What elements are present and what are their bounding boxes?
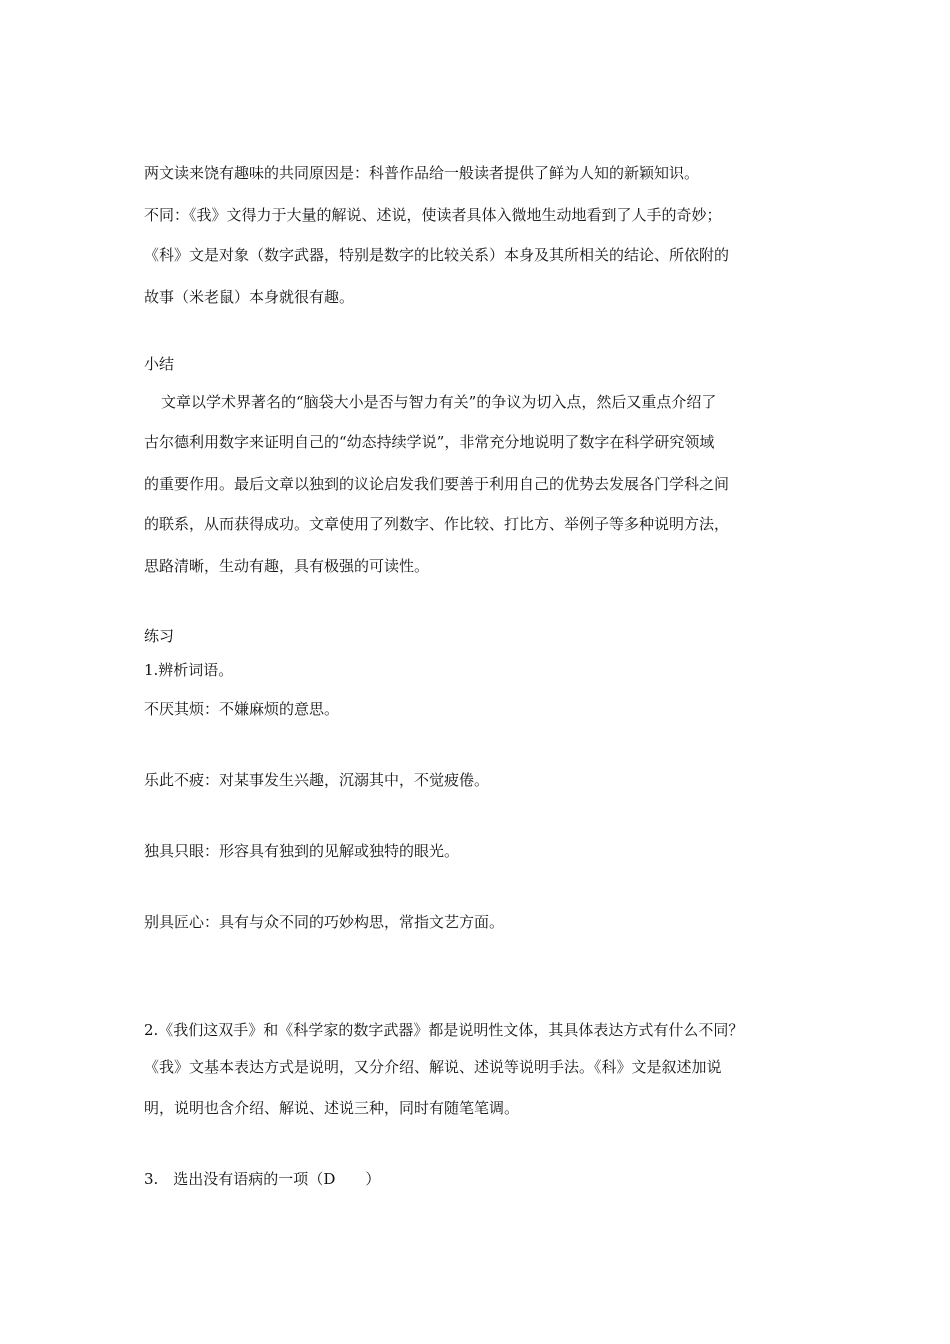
term-definition: 不厌其烦：不嫌麻烦的意思。: [144, 700, 340, 718]
summary-line-2: 古尔德利用数字来证明自己的“幼态持续学说”，非常充分地说明了数字在科学研究领域: [144, 433, 715, 451]
term-definition: 独具只眼：形容具有独到的见解或独特的眼光。: [144, 842, 460, 860]
answer-2-line-1: 《我》文基本表达方式是说明，又分介绍、解说、述说等说明手法。《科》文是叙述加说: [144, 1058, 722, 1076]
answer-2-line-2: 明，说明也含介绍、解说、述说三种，同时有随笔笔调。: [144, 1099, 520, 1117]
summary-line-3: 的重要作用。最后文章以独到的议论启发我们要善于利用自己的优势去发展各门学科之间: [144, 475, 730, 493]
summary-line-5: 思路清晰，生动有趣，具有极强的可读性。: [144, 557, 430, 575]
question-1: 1.辨析词语。: [144, 661, 234, 679]
summary-line-4: 的联系，从而获得成功。文章使用了列数字、作比较、打比方、举例子等多种说明方法，: [144, 515, 730, 533]
comparison-common: 两文读来饶有趣味的共同原因是：科普作品给一般读者提供了鲜为人知的新颖知识。: [144, 164, 700, 182]
comparison-diff-line-3: 故事（米老鼠）本身就很有趣。: [144, 288, 355, 306]
term-definition: 乐此不疲：对某事发生兴趣，沉溺其中，不觉疲倦。: [144, 771, 490, 789]
summary-heading: 小结: [144, 355, 175, 373]
comparison-diff-line-2: 《科》文是对象（数字武器，特别是数字的比较关系）本身及其所相关的结论、所依附的: [144, 246, 730, 264]
term-definition: 别具匠心：具有与众不同的巧妙构思，常指文艺方面。: [144, 913, 505, 931]
question-2: 2.《我们这双手》和《科学家的数字武器》都是说明性文体，其具体表达方式有什么不同？: [144, 1021, 744, 1039]
practice-heading: 练习: [144, 627, 175, 645]
comparison-diff-line-1: 不同：《我》文得力于大量的解说、述说，使读者具体入微地生动地看到了人手的奇妙；: [144, 206, 722, 224]
question-3: 3. 选出没有语病的一项（D ）: [144, 1170, 381, 1188]
summary-line-1: 文章以学术界著名的“脑袋大小是否与智力有关”的争议为切入点，然后又重点介绍了: [161, 393, 717, 411]
